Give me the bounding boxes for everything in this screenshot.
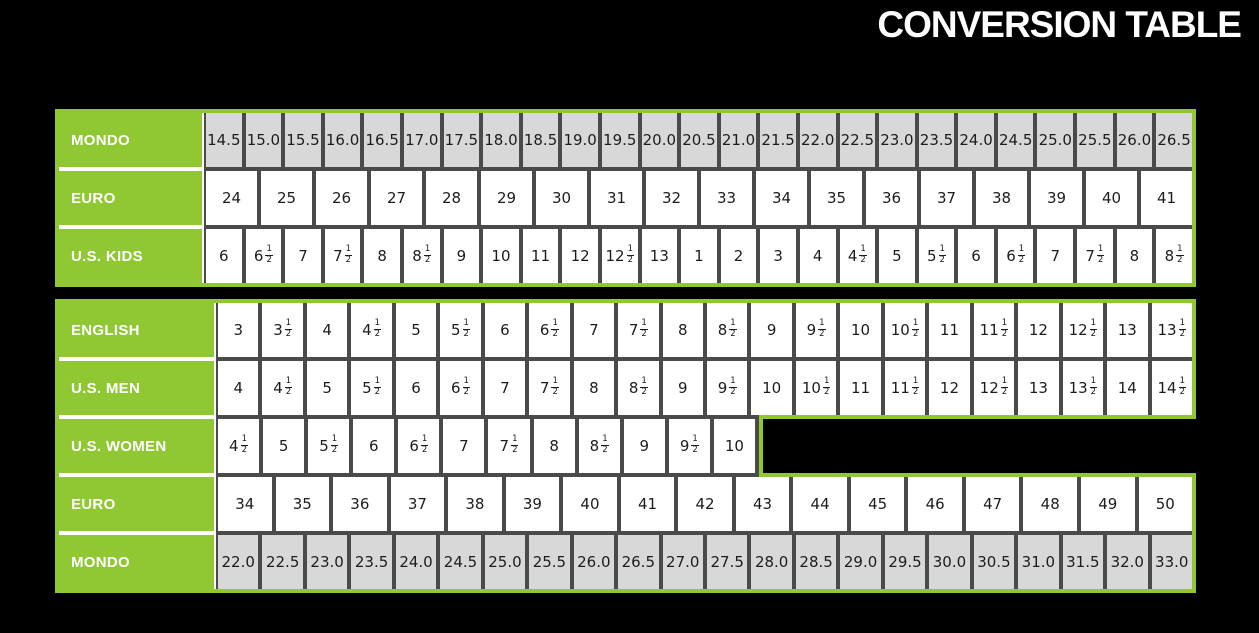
size-cell: 4 1 2 bbox=[351, 303, 391, 357]
size-cell: 8 1 2 bbox=[579, 419, 620, 473]
size-cell: 14 bbox=[1107, 361, 1147, 415]
size-cell: 7 bbox=[285, 229, 321, 283]
size-cell: 24.5 bbox=[998, 113, 1034, 167]
size-cell: 14 1 2 bbox=[1152, 361, 1192, 415]
size-cell: 22.0 bbox=[800, 113, 836, 167]
size-cell: 12 1 2 bbox=[602, 229, 638, 283]
size-cell: 7 bbox=[443, 419, 484, 473]
size-cell: 5 bbox=[307, 361, 347, 415]
size-cell: 40 bbox=[1086, 171, 1137, 225]
size-cell: 8 1 2 bbox=[404, 229, 440, 283]
size-cell: 8 bbox=[534, 419, 575, 473]
size-cell: 31 bbox=[591, 171, 642, 225]
size-cell: 30.0 bbox=[929, 535, 969, 589]
row-cells bbox=[218, 535, 1192, 589]
size-cell: 20.5 bbox=[681, 113, 717, 167]
size-cell: 12 1 2 bbox=[974, 361, 1014, 415]
row-cells bbox=[218, 303, 1192, 357]
size-cell: 5 1 2 bbox=[308, 419, 349, 473]
size-cell: 10 bbox=[840, 303, 880, 357]
size-cell: 8 bbox=[364, 229, 400, 283]
size-cell: 22.0 bbox=[218, 535, 258, 589]
size-cell: 8 bbox=[574, 361, 614, 415]
size-cell: 17.5 bbox=[444, 113, 480, 167]
kids-size-conversion-table bbox=[55, 109, 1196, 287]
size-cell: 31.5 bbox=[1063, 535, 1103, 589]
size-cell: 11 1 2 bbox=[974, 303, 1014, 357]
size-cell: 26.0 bbox=[574, 535, 614, 589]
size-cell: 35 bbox=[276, 477, 330, 531]
size-cell: 6 1 2 bbox=[529, 303, 569, 357]
size-cell: 23.0 bbox=[879, 113, 915, 167]
table-row-u-s-kids-2 bbox=[59, 229, 1192, 283]
size-cell: 28.0 bbox=[751, 535, 791, 589]
row-label-mondo: MONDO bbox=[59, 113, 202, 167]
size-cell: 23.5 bbox=[919, 113, 955, 167]
size-cell: 8 1 2 bbox=[707, 303, 747, 357]
size-cell: 11 bbox=[929, 303, 969, 357]
size-cell: 10 bbox=[714, 419, 755, 473]
size-cell: 6 1 2 bbox=[440, 361, 480, 415]
size-cell: 7 1 2 bbox=[618, 303, 658, 357]
table-row-euro-1 bbox=[59, 171, 1192, 225]
page-title: CONVERSION TABLE bbox=[877, 4, 1241, 45]
size-cell: 34 bbox=[756, 171, 807, 225]
size-cell: 18.0 bbox=[483, 113, 519, 167]
size-cell: 32.0 bbox=[1107, 535, 1147, 589]
size-cell: 19.5 bbox=[602, 113, 638, 167]
row-label-mondo: MONDO bbox=[59, 535, 214, 589]
row-cells bbox=[218, 361, 1192, 415]
size-cell: 6 1 2 bbox=[998, 229, 1034, 283]
size-cell: 38 bbox=[448, 477, 502, 531]
size-cell: 13 bbox=[642, 229, 678, 283]
size-cell: 8 1 2 bbox=[1156, 229, 1192, 283]
size-cell: 22.5 bbox=[840, 113, 876, 167]
row-label-u-s-men: U.S. MEN bbox=[59, 361, 214, 415]
table-row-mondo-4 bbox=[59, 535, 1192, 589]
row-cells bbox=[218, 419, 755, 473]
size-cell: 1 bbox=[681, 229, 717, 283]
size-cell: 24 bbox=[206, 171, 257, 225]
row-cells bbox=[218, 477, 1192, 531]
size-cell: 46 bbox=[908, 477, 962, 531]
size-cell: 9 bbox=[624, 419, 665, 473]
table-row-u-s-men-1 bbox=[59, 361, 1192, 415]
size-cell: 25 bbox=[261, 171, 312, 225]
size-cell: 24.5 bbox=[440, 535, 480, 589]
size-cell: 35 bbox=[811, 171, 862, 225]
size-cell: 6 bbox=[353, 419, 394, 473]
size-cell: 7 bbox=[485, 361, 525, 415]
size-cell: 11 bbox=[523, 229, 559, 283]
size-cell: 28.5 bbox=[796, 535, 836, 589]
row-cells bbox=[206, 171, 1192, 225]
size-cell: 41 bbox=[621, 477, 675, 531]
size-cell: 4 bbox=[800, 229, 836, 283]
size-cell: 12 1 2 bbox=[1063, 303, 1103, 357]
size-cell: 8 bbox=[663, 303, 703, 357]
size-cell: 5 1 2 bbox=[440, 303, 480, 357]
size-cell: 9 1 2 bbox=[707, 361, 747, 415]
size-cell: 5 bbox=[879, 229, 915, 283]
size-cell: 22.5 bbox=[262, 535, 302, 589]
size-cell: 6 bbox=[396, 361, 436, 415]
size-cell: 45 bbox=[851, 477, 905, 531]
size-cell: 37 bbox=[391, 477, 445, 531]
size-cell: 5 bbox=[396, 303, 436, 357]
size-cell: 2 bbox=[721, 229, 757, 283]
size-cell: 7 1 2 bbox=[1077, 229, 1113, 283]
size-cell: 13 bbox=[1107, 303, 1147, 357]
size-cell: 7 1 2 bbox=[488, 419, 529, 473]
size-cell: 30.5 bbox=[974, 535, 1014, 589]
size-cell: 3 bbox=[760, 229, 796, 283]
size-cell: 10 bbox=[751, 361, 791, 415]
size-cell: 5 1 2 bbox=[919, 229, 955, 283]
table-row-mondo-0 bbox=[59, 113, 1192, 167]
size-cell: 40 bbox=[563, 477, 617, 531]
size-cell: 4 bbox=[307, 303, 347, 357]
size-cell: 12 bbox=[562, 229, 598, 283]
row-label-euro: EURO bbox=[59, 171, 202, 225]
size-cell: 6 1 2 bbox=[398, 419, 439, 473]
size-cell: 15.5 bbox=[285, 113, 321, 167]
empty-region bbox=[759, 415, 1196, 477]
size-cell: 10 bbox=[483, 229, 519, 283]
size-cell: 42 bbox=[678, 477, 732, 531]
size-cell: 18.5 bbox=[523, 113, 559, 167]
size-cell: 5 bbox=[263, 419, 304, 473]
size-cell: 7 bbox=[1037, 229, 1073, 283]
size-cell: 26.0 bbox=[1117, 113, 1153, 167]
size-cell: 15.0 bbox=[246, 113, 282, 167]
size-cell: 11 bbox=[840, 361, 880, 415]
size-cell: 16.5 bbox=[364, 113, 400, 167]
size-cell: 28 bbox=[426, 171, 477, 225]
size-cell: 12 bbox=[929, 361, 969, 415]
size-cell: 50 bbox=[1139, 477, 1193, 531]
size-cell: 34 bbox=[218, 477, 272, 531]
size-cell: 33.0 bbox=[1152, 535, 1192, 589]
size-cell: 36 bbox=[866, 171, 917, 225]
size-cell: 31.0 bbox=[1018, 535, 1058, 589]
size-cell: 6 1 2 bbox=[246, 229, 282, 283]
size-cell: 4 1 2 bbox=[262, 361, 302, 415]
size-cell: 8 1 2 bbox=[618, 361, 658, 415]
size-cell: 13 1 2 bbox=[1152, 303, 1192, 357]
size-cell: 27.5 bbox=[707, 535, 747, 589]
size-cell: 6 bbox=[485, 303, 525, 357]
size-cell: 10 1 2 bbox=[796, 361, 836, 415]
size-cell: 6 bbox=[958, 229, 994, 283]
table-row-euro-3 bbox=[59, 477, 1192, 531]
row-cells bbox=[206, 113, 1192, 167]
size-cell: 5 1 2 bbox=[351, 361, 391, 415]
size-cell: 33 bbox=[701, 171, 752, 225]
size-cell: 17.0 bbox=[404, 113, 440, 167]
size-cell: 27.0 bbox=[663, 535, 703, 589]
size-cell: 11 1 2 bbox=[885, 361, 925, 415]
size-cell: 7 bbox=[574, 303, 614, 357]
size-cell: 49 bbox=[1081, 477, 1135, 531]
size-cell: 39 bbox=[506, 477, 560, 531]
adult-size-conversion-table bbox=[55, 299, 1196, 593]
size-cell: 4 1 2 bbox=[840, 229, 876, 283]
size-cell: 23.0 bbox=[307, 535, 347, 589]
table-row-u-s-women-2 bbox=[59, 419, 1192, 473]
table-row-english-0 bbox=[59, 303, 1192, 357]
size-cell: 4 bbox=[218, 361, 258, 415]
size-cell: 8 bbox=[1117, 229, 1153, 283]
size-cell: 39 bbox=[1031, 171, 1082, 225]
size-cell: 10 1 2 bbox=[885, 303, 925, 357]
size-cell: 29.5 bbox=[885, 535, 925, 589]
size-cell: 7 1 2 bbox=[325, 229, 361, 283]
size-cell: 43 bbox=[736, 477, 790, 531]
size-cell: 23.5 bbox=[351, 535, 391, 589]
size-cell: 9 bbox=[751, 303, 791, 357]
size-cell: 26 bbox=[316, 171, 367, 225]
size-cell: 16.0 bbox=[325, 113, 361, 167]
size-cell: 20.0 bbox=[642, 113, 678, 167]
size-cell: 44 bbox=[793, 477, 847, 531]
size-cell: 7 1 2 bbox=[529, 361, 569, 415]
size-cell: 3 1 2 bbox=[262, 303, 302, 357]
size-cell: 21.0 bbox=[721, 113, 757, 167]
row-label-english: ENGLISH bbox=[59, 303, 214, 357]
size-cell: 3 bbox=[218, 303, 258, 357]
size-cell: 30 bbox=[536, 171, 587, 225]
row-label-euro: EURO bbox=[59, 477, 214, 531]
row-cells bbox=[206, 229, 1192, 283]
size-cell: 25.5 bbox=[1077, 113, 1113, 167]
size-cell: 6 bbox=[206, 229, 242, 283]
size-cell: 38 bbox=[976, 171, 1027, 225]
size-cell: 26.5 bbox=[618, 535, 658, 589]
size-cell: 19.0 bbox=[562, 113, 598, 167]
size-cell: 4 1 2 bbox=[218, 419, 259, 473]
size-cell: 27 bbox=[371, 171, 422, 225]
size-cell: 36 bbox=[333, 477, 387, 531]
size-cell: 25.5 bbox=[529, 535, 569, 589]
size-cell: 25.0 bbox=[485, 535, 525, 589]
size-cell: 9 bbox=[444, 229, 480, 283]
size-cell: 24.0 bbox=[958, 113, 994, 167]
size-cell: 9 1 2 bbox=[669, 419, 710, 473]
size-cell: 32 bbox=[646, 171, 697, 225]
row-label-u-s-women: U.S. WOMEN bbox=[59, 419, 214, 473]
size-cell: 12 bbox=[1018, 303, 1058, 357]
size-cell: 26.5 bbox=[1156, 113, 1192, 167]
size-cell: 21.5 bbox=[760, 113, 796, 167]
size-cell: 24.0 bbox=[396, 535, 436, 589]
size-cell: 48 bbox=[1023, 477, 1077, 531]
size-cell: 13 bbox=[1018, 361, 1058, 415]
size-cell: 29.0 bbox=[840, 535, 880, 589]
size-cell: 9 bbox=[663, 361, 703, 415]
size-cell: 37 bbox=[921, 171, 972, 225]
size-cell: 13 1 2 bbox=[1063, 361, 1103, 415]
size-cell: 25.0 bbox=[1037, 113, 1073, 167]
size-cell: 41 bbox=[1141, 171, 1192, 225]
row-label-u-s-kids: U.S. KIDS bbox=[59, 229, 202, 283]
size-cell: 14.5 bbox=[206, 113, 242, 167]
size-cell: 47 bbox=[966, 477, 1020, 531]
size-cell: 9 1 2 bbox=[796, 303, 836, 357]
size-cell: 29 bbox=[481, 171, 532, 225]
